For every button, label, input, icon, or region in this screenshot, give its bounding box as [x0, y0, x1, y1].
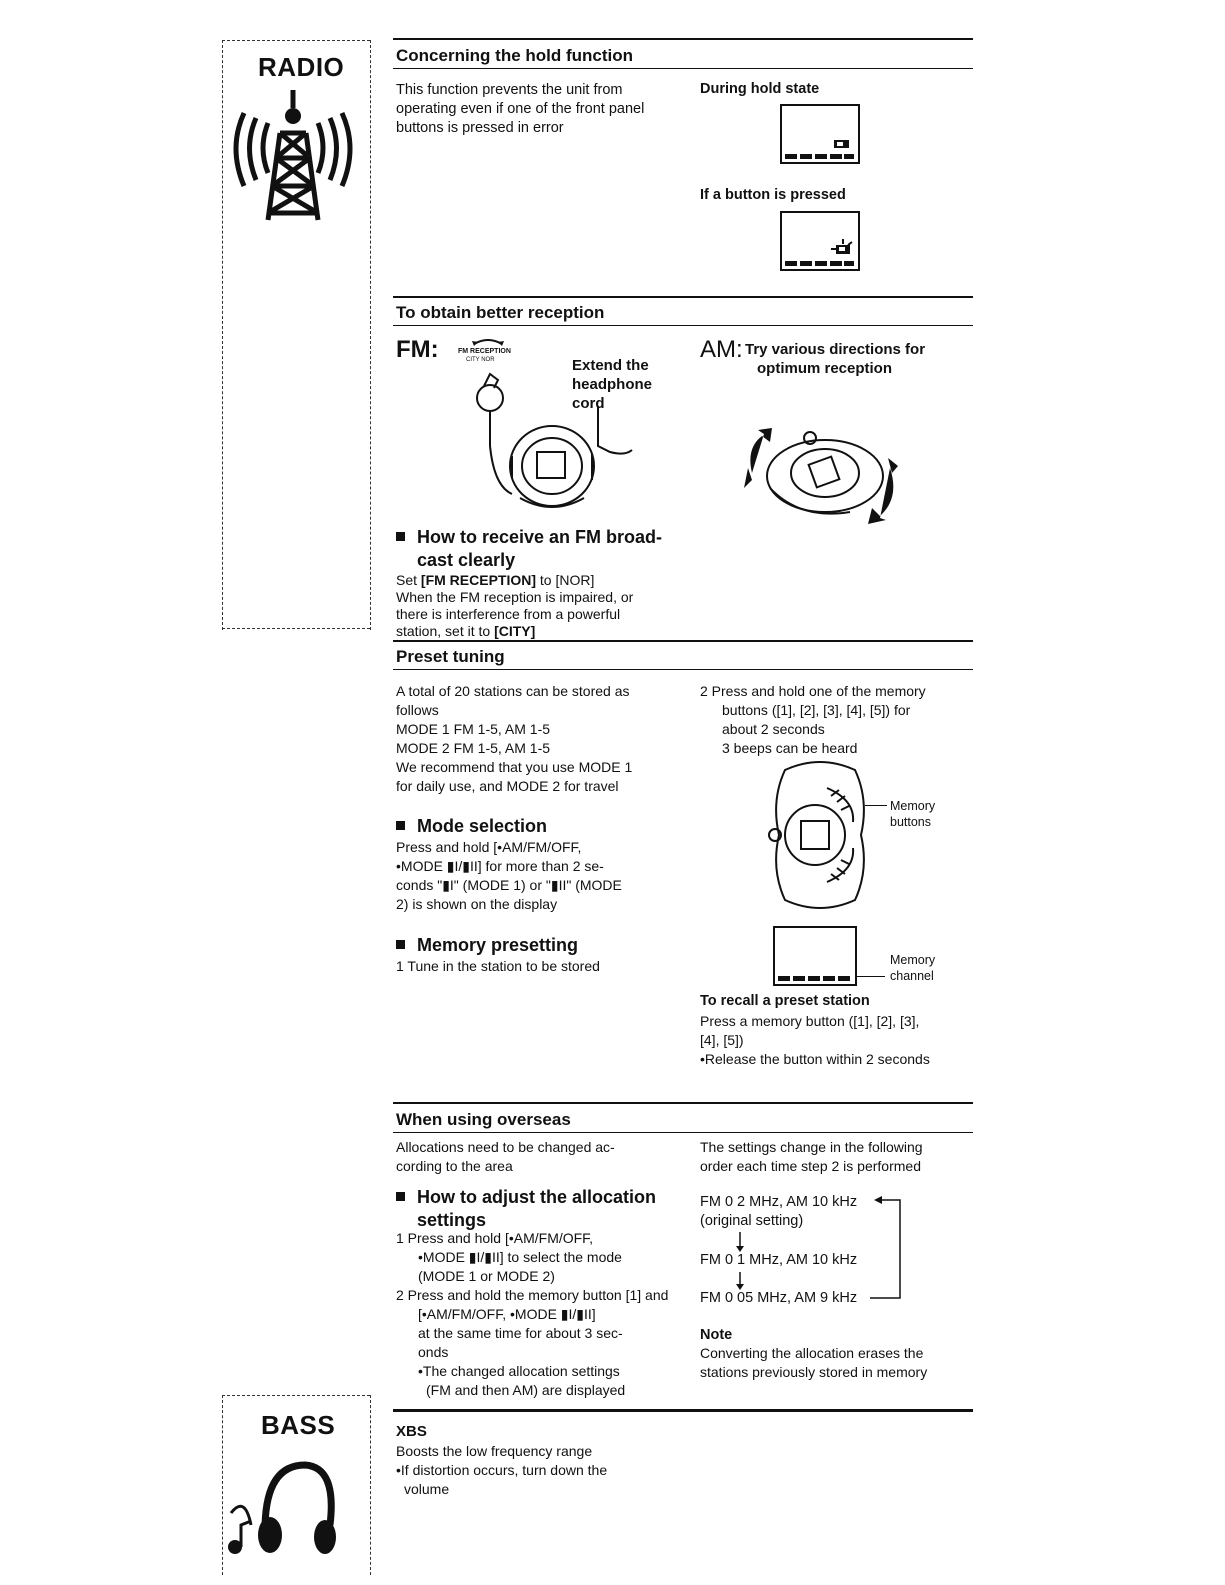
fm-label: FM:	[396, 336, 439, 363]
radio-tower-icon	[228, 88, 358, 223]
headphones-icon	[225, 1455, 345, 1565]
mode-selection-body: Press and hold [•AM/FM/OFF, •MODE ▮I/▮II] for more than 2 se- conds "▮I" (MODE 1) or "▮II" (MODE 2) is shown on the display	[396, 839, 622, 912]
fm-headphone-player-illustration	[460, 366, 660, 526]
memory-buttons-pointer	[865, 805, 887, 806]
recall-body: Press a memory button ([1], [2], [3], [4], [5]) •Release the button within 2 seconds	[700, 1013, 930, 1067]
adjust-allocation-steps: 1 Press and hold [•AM/FM/OFF, •MODE ▮I/▮II] to select the mode (MODE 1 or MODE 2) 2 Press and hold the memory button [1] and [•AM/FM/OFF, •MODE ▮I/▮II] at the same time for about 3 sec- onds •The changed allocation settings (FM and then AM) are displayed	[396, 1230, 669, 1398]
fm-note: Extend the headphone cord	[572, 357, 653, 412]
hold-lcd-display	[780, 104, 860, 164]
button-pressed-label: If a button is pressed	[700, 187, 846, 203]
fm-switch-label: FM RECEPTION	[458, 348, 511, 355]
memory-step-2: 2 Press and hold one of the memory buttons ([1], [2], [3], [4], [5]) for about 2 seconds 3 beeps can be heard	[700, 683, 926, 756]
fm-clear-body: Set [FM RECEPTION] to [NOR] When the FM reception is impaired, or there is interference from a powerful station, set it to [CITY]	[396, 572, 634, 639]
memory-buttons-label: Memory buttons	[890, 799, 936, 829]
hold-body: This function prevents the unit from operating even if one of the front panel buttons is pressed in error	[396, 82, 645, 136]
memory-presetting-heading: Memory presetting	[396, 934, 578, 957]
memory-step-1: 1 Tune in the station to be stored	[396, 958, 600, 974]
preset-intro: A total of 20 stations can be stored as follows MODE 1 FM 1-5, AM 1-5 MODE 2 FM 1-5, AM 1-5 We recommend that you use MODE 1 for daily use, and MODE 2 for travel	[396, 683, 633, 794]
change-intro: The settings change in the following order each time step 2 is performed	[700, 1139, 923, 1174]
am-label: AM:	[700, 336, 743, 363]
reception-title: To obtain better reception	[396, 303, 605, 322]
memory-buttons-player-illustration	[765, 760, 875, 910]
am-rotate-player-illustration	[740, 428, 910, 528]
xbs-title: XBS	[396, 1423, 427, 1440]
mode-selection-heading: Mode selection	[396, 815, 547, 838]
overseas-title: When using overseas	[396, 1110, 571, 1129]
note-body: Converting the allocation erases the stations previously stored in memory	[700, 1345, 928, 1380]
memory-channel-pointer	[855, 976, 885, 977]
adjust-allocation-heading: How to adjust the allocation settings	[396, 1186, 656, 1232]
fm-clear-heading: How to receive an FM broad- cast clearly	[396, 526, 662, 572]
xbs-body: Boosts the low frequency range •If distortion occurs, turn down the volume	[396, 1443, 608, 1497]
bass-label: BASS	[261, 1410, 336, 1440]
pressed-lcd-display	[780, 211, 860, 271]
preset-title: Preset tuning	[396, 647, 505, 666]
recall-heading: To recall a preset station	[700, 993, 870, 1009]
radio-label: RADIO	[258, 52, 345, 82]
during-hold-label: During hold state	[700, 81, 820, 97]
flow-arrows	[700, 1190, 915, 1310]
overseas-intro: Allocations need to be changed ac- cording to the area	[396, 1139, 615, 1174]
memory-channel-lcd	[773, 926, 857, 986]
fm-switch-arrow-icon	[468, 336, 508, 348]
hold-title: Concerning the hold function	[396, 46, 634, 65]
memory-channel-label: Memory channel	[890, 953, 936, 983]
note-heading: Note	[700, 1327, 733, 1343]
am-note: Try various directions for optimum reception	[745, 341, 926, 377]
fm-switch-sub: CITY NOR	[466, 357, 495, 363]
